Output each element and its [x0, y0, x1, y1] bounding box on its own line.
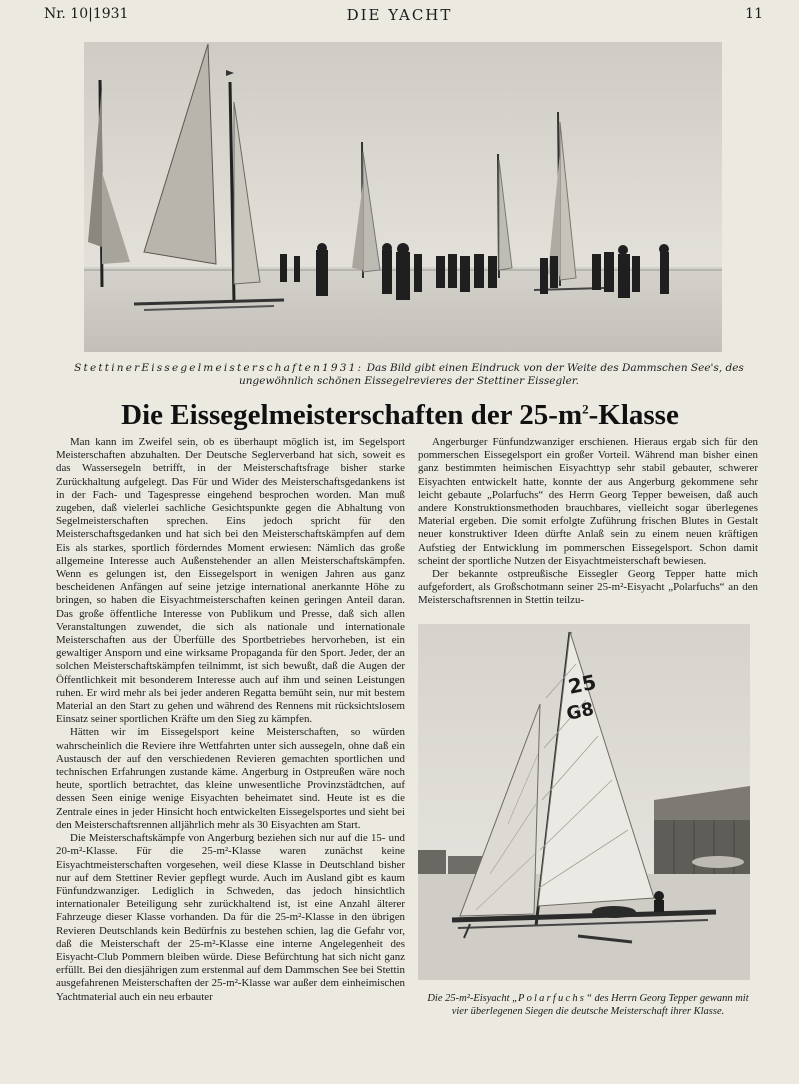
article-right-column [418, 436, 758, 608]
magazine-title: DIE YACHT [346, 6, 453, 24]
paragraph: Die Meisterschaftskämpfe von Angerburg beziehen sich nur auf die 15- und 20-m²-Klasse. Für die 25-m²-Klasse waren zunächst keine Eisyachtmeisterschaften vorgesehen, weil diese Klasse in Deutschland bisher nur auf dem Stettiner Revier gepflegt wurde. Auch im Ausland gibt es kaum Fünfundzwanziger. Lediglich in Schweden, das jedoch hinsichtlich internationaler Beteiligung sehr zurückhaltend ist, ist eine Anzahl älterer Fahrzeuge dieser Klasse vorhanden. Da für die 25-m²-Klasse in den übrigen Revieren Deutschlands kein Bedürfnis zu bestehen schien, lag die Gefahr vor, daß die Meisterschaft der 25-m²-Klasse eine interne Angelegenheit des Eisyacht-Club Pommern bleiben würde. Diese Befürchtung hat sich nicht ganz erfüllt. Bei den diesjährigen zum erstenmal auf dem Dammschen See bei Stettin ausgefahrenen Meisterschaften der 25-m²-Klasse war außer dem einheimischen Yachtmaterial auch ein neu erbauter [56, 832, 406, 1003]
paragraph: Man kann im Zweifel sein, ob es überhaupt möglich ist, im Segelsport Meisterschaften abzuhalten. Der Deutsche Seglerverband hat sich, soweit es das Wassersegeln betrifft, in der Meisterschaftsfrage bisher starke Zurückhaltung aufgelegt. Das Für und Wider des Meisterschaftsgedankens ist in der Fach- und Tagespresse eingehend besprochen worden. Man muß zugeben, daß vielerlei sachliche Gesichtspunkte gegen die Abhaltung von Segelmeisterschaften sprechen. Eins jedoch spricht für den Meisterschaftsgedanken und hat sich bei den Meisterschaftskämpfen auf dem Eis als starkes, sportlich förderndes Moment erwiesen: Nämlich das große allgemeine Interesse auch Außenstehender an allen Meisterschaftskämpfen. Wenn es gelungen ist, den Eissegelsport in wenigen Jahren aus ganz bescheidenen Anfängen auf seine jetzige international anerkannte Höhe zu bringen, so haben die Eisyachtmeisterschaften keinen geringen Anteil daran. Das große öffentliche Interesse von Publikum und Presse, daß sich allen Veranstaltungen zuwendet, die sich als nationale und internationale Meisterschaften aus der Überfülle des Sportbetriebes hervorheben, ist ein gewaltiger Ansporn und eine wirksame Propaganda für den Sport. Jeder, der an solchen Meisterschaftskämpfen teilnimmt, ist sich bewußt, daß die Augen der Öffentlichkeit mit besonderem Interesse auch auf ihm und seinen Leistungen ruhen. Er wird mehr als bei jeder anderen Regatta bemüht sein, nur mit bestem Material an den Start zu gehen und während des Rennens mit rücksichtslosem Einsatz seiner sportlichen Kräfte um den Sieg zu kämpfen. [56, 436, 405, 726]
article-left-column [56, 436, 405, 1004]
paragraph: Hätten wir im Eissegelsport keine Meisterschaften, so würden wahrscheinlich die Reviere ihre Wettfahrten unter sich aussegeln, ohne daß ein Austausch der auf den verschiedenen Revieren gemachten sportlichen und technischen Erfahrungen zustande käme. Angerburg in Ostpreußen wäre noch heute, sportlich betrachtet, das kleine unwesentliche Provinzstädtchen, auf dessen Seen einige wenige Eisyachten beheimatet sind. Heute ist es die Zentrale eines in jeder Hinsicht hoch entwickelten Eissegelsportes und sieht bei den Meisterschaftsrennen alljährlich mehr als 30 Eisyachten am Start. [56, 726, 405, 831]
bottom-photo [418, 624, 750, 980]
article-headline [40, 398, 760, 432]
sail-number-top: 25 [566, 669, 599, 699]
headline-main: Die Eissegelmeisterschaften der 25-m [121, 399, 583, 431]
caption-spaced-title: StettinerEissegelmeisterschaften1931: [74, 362, 364, 374]
page-header [0, 6, 799, 26]
bottom-photo-caption [418, 992, 758, 1018]
caption-text-a: Die 25-m²-Eisyacht „ [427, 993, 518, 1004]
issue-number: Nr. 10|1931 [44, 6, 129, 22]
caption-yacht-name: Polarfuchs [517, 993, 587, 1004]
paragraph: Der bekannte ostpreußische Eissegler Georg Tepper hatte mich aufgefordert, als Großschotmann seiner 25-m²-Eisyacht „Polarfuchs“ an den Meisterschaftsrennen in Stettin teilzu- [418, 568, 758, 607]
caption-text-b: “ des Herrn Georg Tepper gewann mit vier überlegenen Siegen die deutsche Meisterschaft ihrer Klasse. [451, 993, 749, 1017]
headline-superscript: 2 [582, 401, 589, 417]
top-photo-caption [64, 362, 754, 388]
polarfuchs-ice-yacht [418, 624, 750, 980]
caption-text: Das Bild gibt einen Eindruck von der Weite des Dammschen See's, des ungewöhnlich schönen Eissegelrevieres der Stettiner Eissegler. [239, 362, 744, 387]
page-number: 11 [745, 6, 763, 22]
ice-yachts-panorama [84, 42, 722, 352]
paragraph: Angerburger Fünfundzwanziger erschienen. Hieraus ergab sich für den pommerschen Eissegelsport ein großer Vorteil. Während man bisher einen ganz bestimmten heimischen Eisyachttyp sehr stabil gebauter, schwerer Eisyachten entwickelt hatte, konnte der aus Angerburg gekommene sehr leicht gebaute „Polarfuchs“ des Herrn Georg Tepper beweisen, daß auch andere Konstruktionsmethoden brauchbares, vielleicht sogar überlegenes Material ergeben. Die somit erfolgte Zuführung frischen Blutes in Gestalt neuer konstruktiver Ideen dürfte Anlaß sein zu einem neuen kräftigen Aufstieg der Entwicklung im pommerschen Eissegelsport. Schon damit scheint der sportliche Nutzen der Eisyachtmeisterschaft bewiesen. [418, 436, 758, 567]
top-photo [84, 42, 722, 352]
sail-number-bottom: G8 [564, 698, 596, 725]
headline-tail: -Klasse [588, 399, 679, 431]
